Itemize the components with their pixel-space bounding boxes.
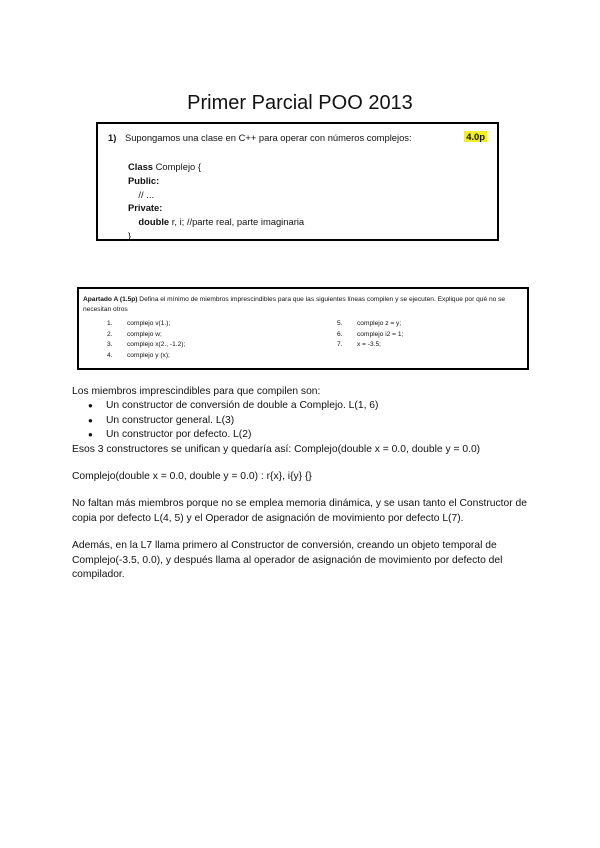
code-line-double [128,215,304,229]
question-text: Supongamos una clase en C++ para operar con números complejos: [124,132,412,143]
question-1-box [96,122,499,241]
list-item: ● Un constructor de conversión de double a Complejo. L(1, 6) [106,399,542,413]
list-item: 5. complejo z = y; [337,320,402,327]
private-keyword: Private: [128,202,163,214]
apartado-text: Defina el mínimo de miembros imprescindibles para que las siguientes líneas compilen y se ejecuten. Explique por qué no se necesitan otros [83,296,506,313]
question-1-header [108,132,489,143]
list-item: 1. complejo v(1.); [107,320,171,327]
apartado-label: Apartado A (1.5p) [83,296,138,303]
list-item: 3. complejo x(2., -1.2); [107,341,186,348]
l7-paragraph: Además, en la L7 llama primero al Constructor de conversión, creando un objeto temporal de Complejo(-3.5, 0.0), y después llama al operador de asignación de movimiento por defecto del compilador. [72,540,503,581]
code-comment: // ... [128,188,155,200]
list-item: 2. complejo w; [107,330,162,338]
answer-section [72,385,542,582]
list-item: 7. x = -3.5; [337,341,382,348]
apartado-a-box [77,287,529,370]
page-title: Primer Parcial POO 2013 [187,92,413,114]
public-keyword: Public: [128,174,160,186]
code-lines-right [337,319,403,351]
list-item: 4. complejo y (x); [107,351,170,359]
unify-paragraph: Esos 3 constructores se unifican y quedaría así: Complejo(double x = 0.0, double y = 0.0) [72,443,481,455]
member-declaration: r, i; //parte real, parte imaginaria [169,216,305,228]
list-item: ● Un constructor general. L(3) [106,414,542,428]
constructor-definition: Complejo(double x = 0.0, double y = 0.0) : r{x}, i{y} {} [72,471,312,483]
code-lines-left [107,319,185,361]
double-keyword: double [128,216,170,228]
code-line-class [128,160,304,174]
members-list [72,399,542,442]
points-badge: 4.0p [466,131,485,142]
apartado-a-statement [83,295,523,315]
class-code-block [128,160,304,243]
code-close-brace: } [128,229,132,241]
class-keyword: Class [128,161,154,172]
class-name: Complejo { [153,161,201,172]
explanation-paragraph: No faltan más miembros porque no se emplea memoria dinámica, y se usan tanto el Constructor de copia por defecto L(4, 5) y el Operador de asignación de movimiento por defecto L(7). [72,498,527,524]
list-item: ● Un constructor por defecto. L(2) [106,428,542,442]
list-item: 6. complejo i2 = 1; [337,330,404,338]
answer-intro: Los miembros imprescindibles para que compilen son: [72,386,321,397]
question-number: 1) [108,132,117,143]
